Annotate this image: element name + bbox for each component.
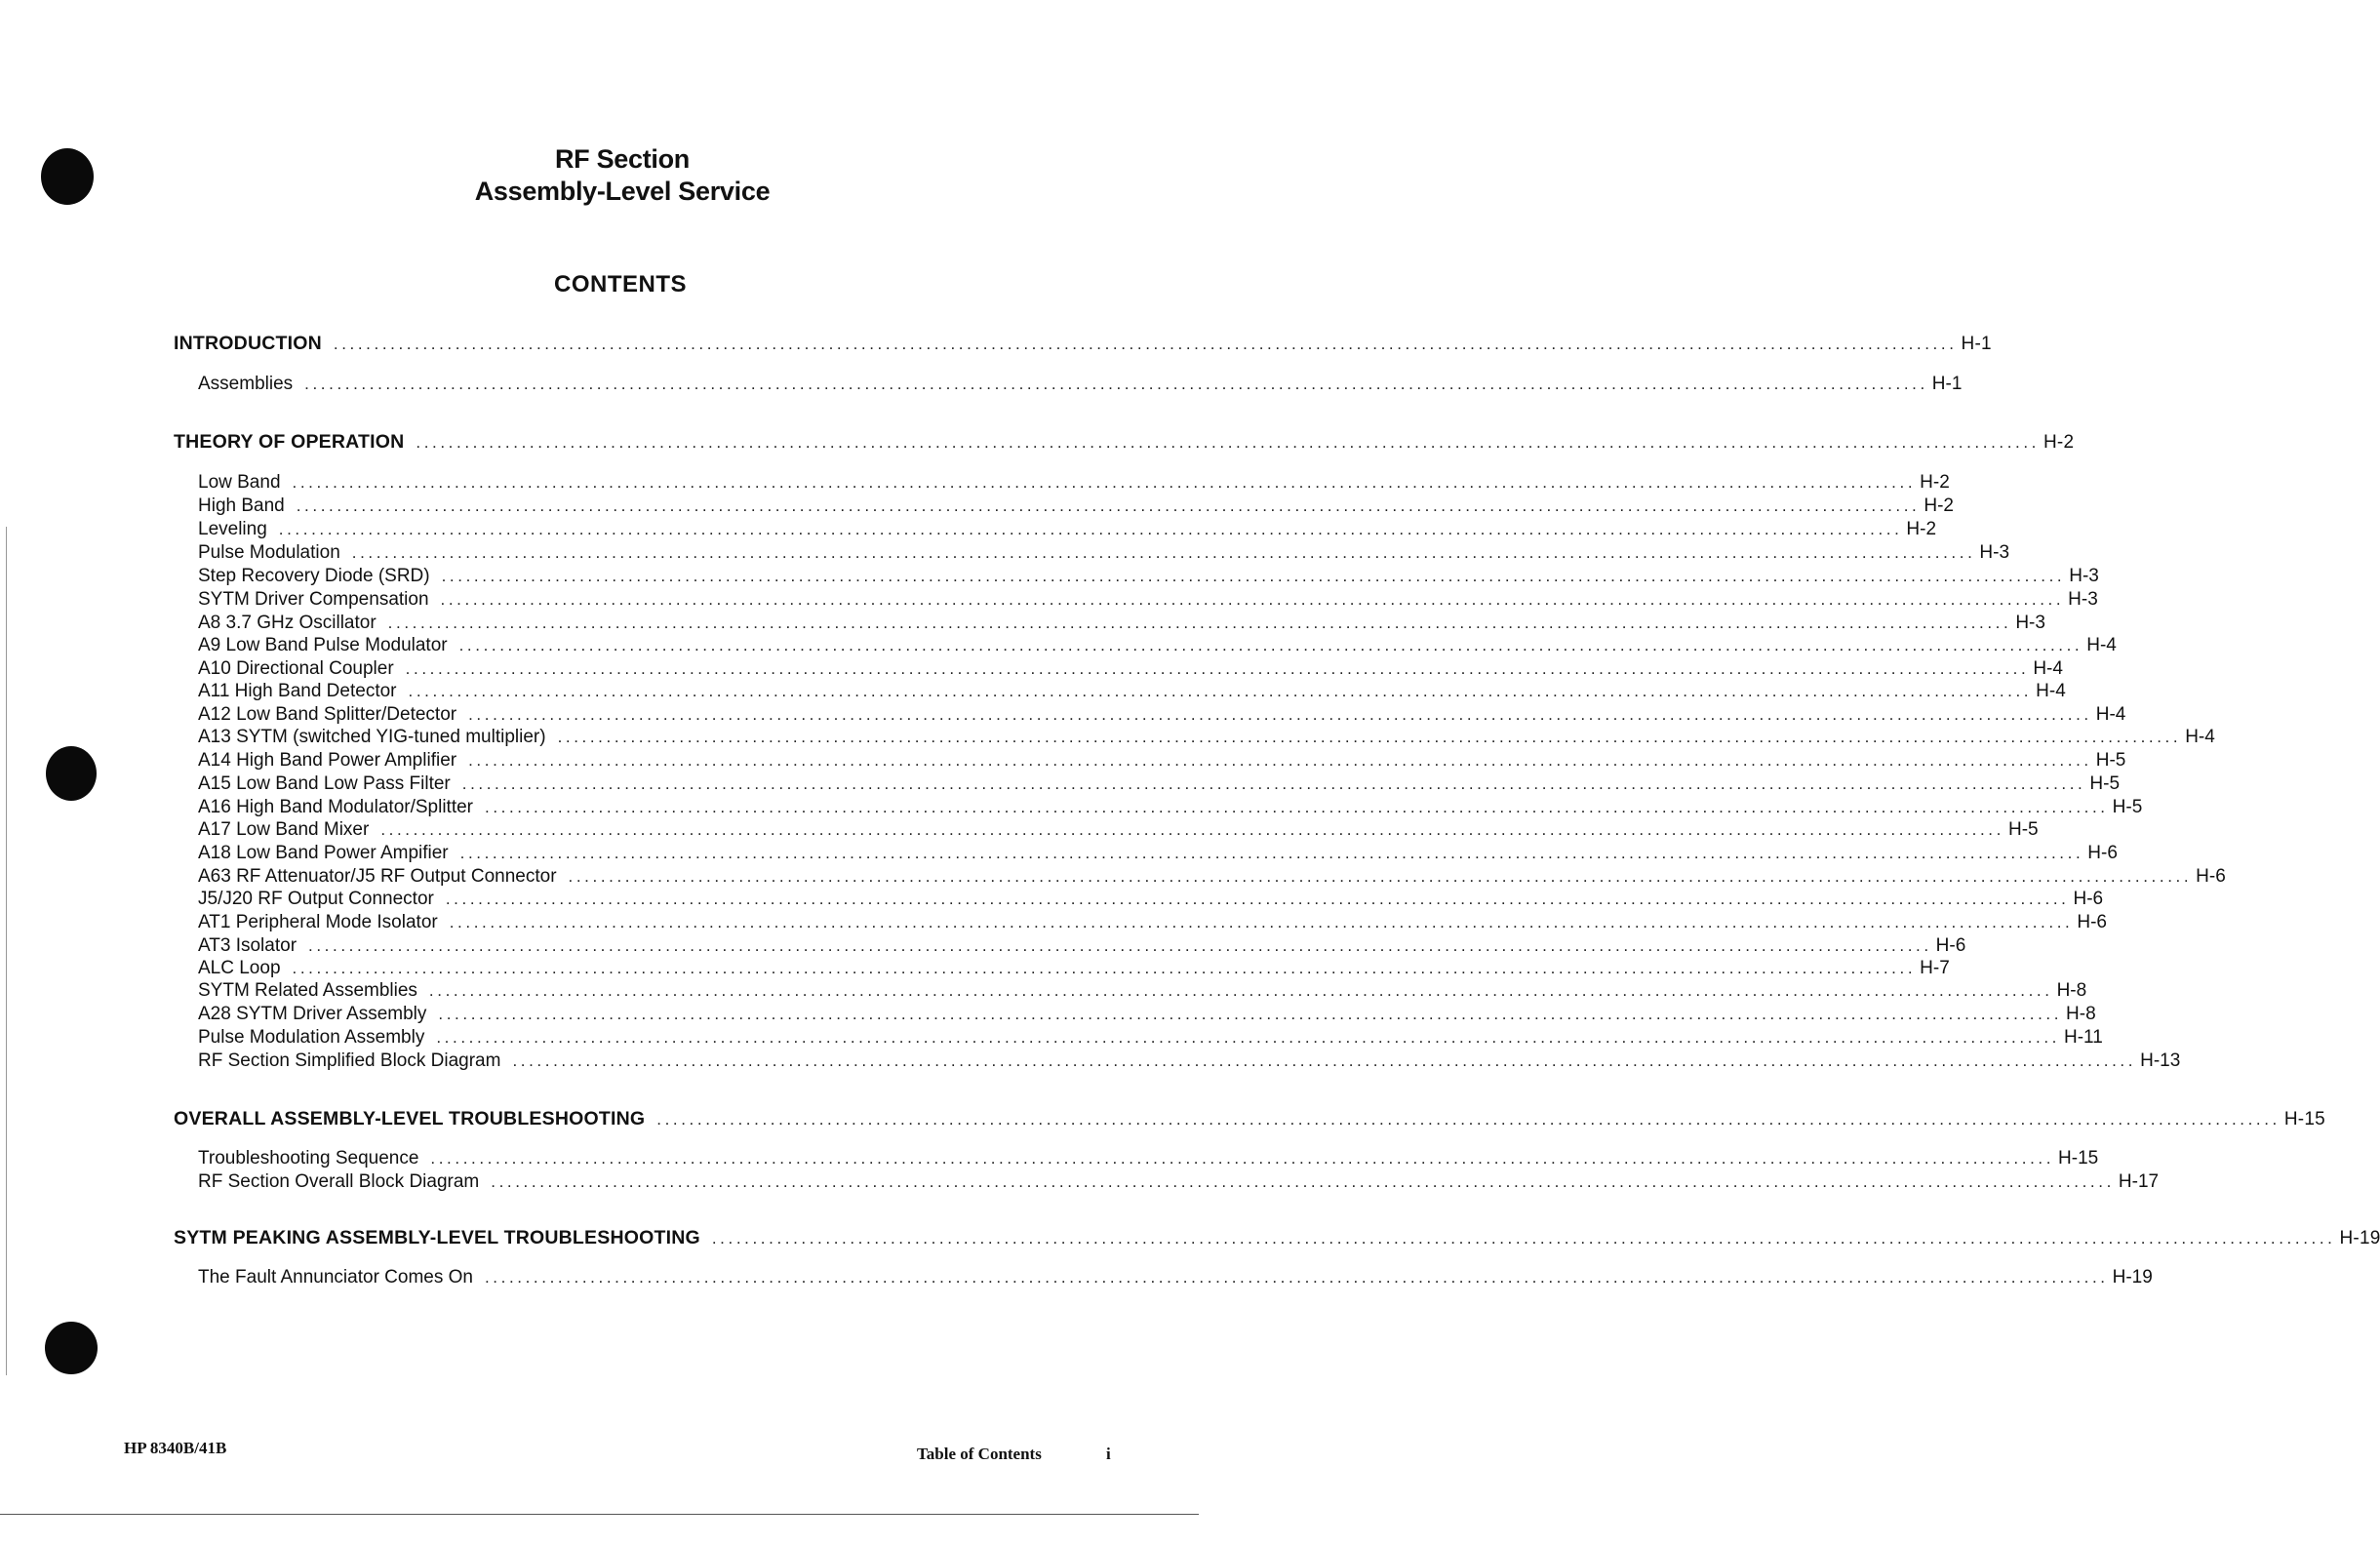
toc-entry-row[interactable] bbox=[174, 773, 2121, 797]
toc-label: A14 High Band Power Amplifier bbox=[198, 750, 457, 771]
toc-label: RF Section Simplified Block Diagram bbox=[198, 1050, 501, 1071]
toc-page-number: H-2 bbox=[1906, 519, 1937, 539]
toc-label: Troubleshooting Sequence bbox=[198, 1148, 419, 1169]
toc-leader-dots: ........................................................................................................................................................................................................ bbox=[351, 543, 1976, 562]
toc-leader-dots: ........................................................................................................................................................................................................ bbox=[278, 520, 1903, 538]
toc-leader-dots: ........................................................................................................................................................................................................ bbox=[468, 705, 2092, 724]
toc-entry-row[interactable] bbox=[174, 1267, 2153, 1290]
toc-section-row[interactable] bbox=[174, 1108, 2325, 1131]
toc-label: AT3 Isolator bbox=[198, 935, 298, 956]
toc-page-number: H-11 bbox=[2063, 1027, 2103, 1048]
toc-page-number: H-13 bbox=[2140, 1050, 2181, 1071]
toc-leader-dots: ........................................................................................................................................................................................................ bbox=[711, 1229, 2336, 1248]
toc-label: INTRODUCTION bbox=[174, 333, 322, 354]
toc-page-number: H-3 bbox=[1979, 542, 2010, 563]
toc-label: The Fault Annunciator Comes On bbox=[198, 1267, 473, 1288]
toc-leader-dots: ........................................................................................................................................................................................................ bbox=[405, 659, 2030, 678]
toc-leader-dots: ........................................................................................................................................................................................................ bbox=[468, 751, 2092, 770]
toc-label: Assemblies bbox=[198, 374, 294, 394]
bottom-rule bbox=[0, 1514, 1199, 1515]
toc-entry-row[interactable] bbox=[174, 1004, 2096, 1027]
toc-leader-dots: ........................................................................................................................................................................................................ bbox=[292, 473, 1917, 492]
toc-page-number: H-6 bbox=[2087, 843, 2118, 863]
toc-entry-row[interactable] bbox=[174, 472, 1950, 495]
toc-entry-row[interactable] bbox=[174, 1027, 2103, 1050]
toc-page-number: H-2 bbox=[2043, 432, 2075, 453]
footer-page-number: i bbox=[1106, 1445, 1111, 1463]
toc-page-number: H-2 bbox=[1924, 495, 1954, 516]
toc-entry-row[interactable] bbox=[174, 519, 1937, 542]
toc-page-number: H-15 bbox=[2283, 1109, 2325, 1129]
toc-leader-dots: ........................................................................................................................................................................................................ bbox=[441, 567, 2066, 585]
toc-label: RF Section Overall Block Diagram bbox=[198, 1171, 480, 1192]
toc-page-number: H-7 bbox=[1920, 958, 1950, 978]
toc-entry-row[interactable] bbox=[174, 1050, 2181, 1074]
toc-label: AT1 Peripheral Mode Isolator bbox=[198, 912, 438, 932]
toc-label: A11 High Band Detector bbox=[198, 681, 397, 701]
toc-label: High Band bbox=[198, 495, 285, 516]
toc-label: Leveling bbox=[198, 519, 267, 539]
toc-label: SYTM Driver Compensation bbox=[198, 589, 429, 610]
binder-hole-bottom bbox=[45, 1322, 98, 1374]
toc-label: Pulse Modulation Assembly bbox=[198, 1027, 425, 1048]
toc-leader-dots: ........................................................................................................................................................................................................ bbox=[512, 1051, 2137, 1070]
toc-label: A17 Low Band Mixer bbox=[198, 819, 370, 840]
toc-leader-dots: ........................................................................................................................................................................................................ bbox=[380, 820, 2004, 839]
toc-page-number: H-4 bbox=[2095, 704, 2126, 725]
toc-entry-row[interactable] bbox=[174, 1148, 2099, 1171]
toc-leader-dots: ........................................................................................................................................................................................................ bbox=[430, 1149, 2055, 1168]
toc-entry-row[interactable] bbox=[174, 658, 2063, 682]
toc-label: A63 RF Attenuator/J5 RF Output Connector bbox=[198, 866, 557, 887]
toc-label: A18 Low Band Power Ampifier bbox=[198, 843, 449, 863]
toc-label: A28 SYTM Driver Assembly bbox=[198, 1004, 427, 1024]
toc-leader-dots: ........................................................................................................................................................................................................ bbox=[308, 936, 1932, 955]
toc-page-number: H-8 bbox=[2056, 980, 2087, 1001]
toc-entry-row[interactable] bbox=[174, 912, 2107, 935]
toc-page-number: H-17 bbox=[2118, 1171, 2160, 1192]
toc-entry-row[interactable] bbox=[174, 566, 2099, 589]
toc-leader-dots: ........................................................................................................................................................................................................ bbox=[445, 890, 2070, 908]
toc-page-number: H-6 bbox=[1935, 935, 1966, 956]
toc-leader-dots: ........................................................................................................................................................................................................ bbox=[408, 682, 2033, 700]
toc-label: A15 Low Band Low Pass Filter bbox=[198, 773, 451, 794]
toc-page-number: H-6 bbox=[2073, 889, 2104, 909]
toc-entry-row[interactable] bbox=[174, 866, 2226, 890]
toc-entry-row[interactable] bbox=[174, 797, 2143, 820]
toc-label: OVERALL ASSEMBLY-LEVEL TROUBLESHOOTING bbox=[174, 1108, 646, 1129]
toc-label: A8 3.7 GHz Oscillator bbox=[198, 613, 377, 633]
toc-page-number: H-3 bbox=[2069, 566, 2099, 586]
toc-leader-dots: ........................................................................................................................................................................................................ bbox=[333, 335, 1958, 353]
toc-page-number: H-1 bbox=[1961, 334, 1992, 354]
toc-label: A13 SYTM (switched YIG-tuned multiplier) bbox=[198, 727, 546, 747]
toc-entry-row[interactable] bbox=[174, 374, 1963, 397]
toc-leader-dots: ........................................................................................................................................................................................................ bbox=[557, 728, 2182, 746]
toc-page-number: H-5 bbox=[2089, 773, 2121, 794]
toc-entry-row[interactable] bbox=[174, 727, 2215, 750]
toc-entry-row[interactable] bbox=[174, 889, 2104, 912]
title-line-2: Assembly-Level Service bbox=[474, 177, 771, 206]
toc-entry-row[interactable] bbox=[174, 613, 2045, 636]
toc-leader-dots: ........................................................................................................................................................................................................ bbox=[438, 1005, 2063, 1023]
toc-leader-dots: ........................................................................................................................................................................................................ bbox=[568, 867, 2193, 886]
toc-page-number: H-19 bbox=[2112, 1267, 2153, 1288]
toc-entry-row[interactable] bbox=[174, 819, 2039, 843]
toc-page-number: H-8 bbox=[2066, 1004, 2096, 1024]
toc-label: Low Band bbox=[198, 472, 281, 493]
toc-label: SYTM Related Assemblies bbox=[198, 980, 417, 1001]
toc-page-number: H-15 bbox=[2058, 1148, 2099, 1169]
toc-label: J5/J20 RF Output Connector bbox=[198, 889, 434, 909]
toc-page-number: H-4 bbox=[2036, 681, 2066, 701]
toc-page-number: H-5 bbox=[2095, 750, 2126, 771]
toc-label: ALC Loop bbox=[198, 958, 281, 978]
toc-leader-dots: ........................................................................................................................................................................................................ bbox=[440, 590, 2065, 609]
toc-label: Step Recovery Diode (SRD) bbox=[198, 566, 430, 586]
toc-leader-dots: ........................................................................................................................................................................................................ bbox=[459, 844, 2084, 862]
toc-page-number: H-3 bbox=[2068, 589, 2098, 610]
toc-label: A9 Low Band Pulse Modulator bbox=[198, 635, 448, 655]
toc-label: SYTM PEAKING ASSEMBLY-LEVEL TROUBLESHOOTING bbox=[174, 1227, 700, 1248]
toc-leader-dots: ........................................................................................................................................................................................................ bbox=[491, 1172, 2115, 1191]
toc-leader-dots: ........................................................................................................................................................................................................ bbox=[428, 981, 2053, 1000]
toc-entry-row[interactable] bbox=[174, 542, 2010, 566]
toc-label: A16 High Band Modulator/Splitter bbox=[198, 797, 473, 817]
toc-entry-row[interactable] bbox=[174, 1171, 2160, 1195]
toc-leader-dots: ........................................................................................................................................................................................................ bbox=[304, 375, 1928, 393]
footer-model: HP 8340B/41B bbox=[124, 1439, 227, 1457]
toc-leader-dots: ........................................................................................................................................................................................................ bbox=[485, 798, 2109, 816]
toc-section-row[interactable] bbox=[174, 1227, 2380, 1250]
toc-entry-row[interactable] bbox=[174, 980, 2087, 1004]
toc-entry-row[interactable] bbox=[174, 681, 2066, 704]
toc-leader-dots: ........................................................................................................................................................................................................ bbox=[458, 636, 2083, 654]
toc-leader-dots: ........................................................................................................................................................................................................ bbox=[449, 913, 2074, 931]
toc-page-number: H-6 bbox=[2196, 866, 2226, 887]
toc-page-number: H-4 bbox=[2185, 727, 2215, 747]
toc-leader-dots: ........................................................................................................................................................................................................ bbox=[296, 496, 1921, 515]
toc-section-row[interactable] bbox=[174, 333, 1992, 356]
toc-entry-row[interactable] bbox=[174, 935, 1966, 959]
toc-leader-dots: ........................................................................................................................................................................................................ bbox=[387, 614, 2012, 632]
toc-label: A12 Low Band Splitter/Detector bbox=[198, 704, 457, 725]
toc-page-number: H-3 bbox=[2015, 613, 2045, 633]
toc-section-row[interactable] bbox=[174, 431, 2075, 455]
toc-entry-row[interactable] bbox=[174, 704, 2126, 728]
title-line-1: RF Section bbox=[554, 144, 690, 174]
document-title bbox=[0, 143, 1245, 208]
toc-label: A10 Directional Coupler bbox=[198, 658, 394, 679]
toc-page-number: H-5 bbox=[2007, 819, 2039, 840]
toc-leader-dots: ........................................................................................................................................................................................................ bbox=[416, 433, 2041, 452]
scan-edge-line bbox=[6, 527, 7, 1375]
toc-label: THEORY OF OPERATION bbox=[174, 431, 405, 453]
toc-leader-dots: ........................................................................................................................................................................................................ bbox=[484, 1268, 2109, 1287]
binder-hole-middle bbox=[46, 746, 97, 801]
footer-section: Table of Contents bbox=[917, 1445, 1042, 1463]
toc-leader-dots: ........................................................................................................................................................................................................ bbox=[461, 774, 2086, 793]
toc-page-number: H-5 bbox=[2112, 797, 2143, 817]
toc-page-number: H-4 bbox=[2033, 658, 2063, 679]
toc-page-number: H-1 bbox=[1931, 374, 1963, 394]
toc-label: Pulse Modulation bbox=[198, 542, 340, 563]
toc-leader-dots: ........................................................................................................................................................................................................ bbox=[436, 1028, 2060, 1047]
toc-entry-row[interactable] bbox=[174, 843, 2118, 866]
toc-entry-row[interactable] bbox=[174, 958, 1950, 981]
toc-entry-row[interactable] bbox=[174, 635, 2117, 658]
toc-page-number: H-6 bbox=[2077, 912, 2107, 932]
toc-page-number: H-19 bbox=[2339, 1228, 2380, 1248]
toc-leader-dots: ........................................................................................................................................................................................................ bbox=[292, 959, 1917, 977]
toc-page-number: H-4 bbox=[2086, 635, 2117, 655]
toc-leader-dots: ........................................................................................................................................................................................................ bbox=[656, 1110, 2281, 1129]
toc-page-number: H-2 bbox=[1920, 472, 1950, 493]
toc-entry-row[interactable] bbox=[174, 589, 2098, 613]
contents-heading: CONTENTS bbox=[554, 271, 687, 297]
toc-entry-row[interactable] bbox=[174, 495, 1954, 519]
toc-entry-row[interactable] bbox=[174, 750, 2126, 773]
